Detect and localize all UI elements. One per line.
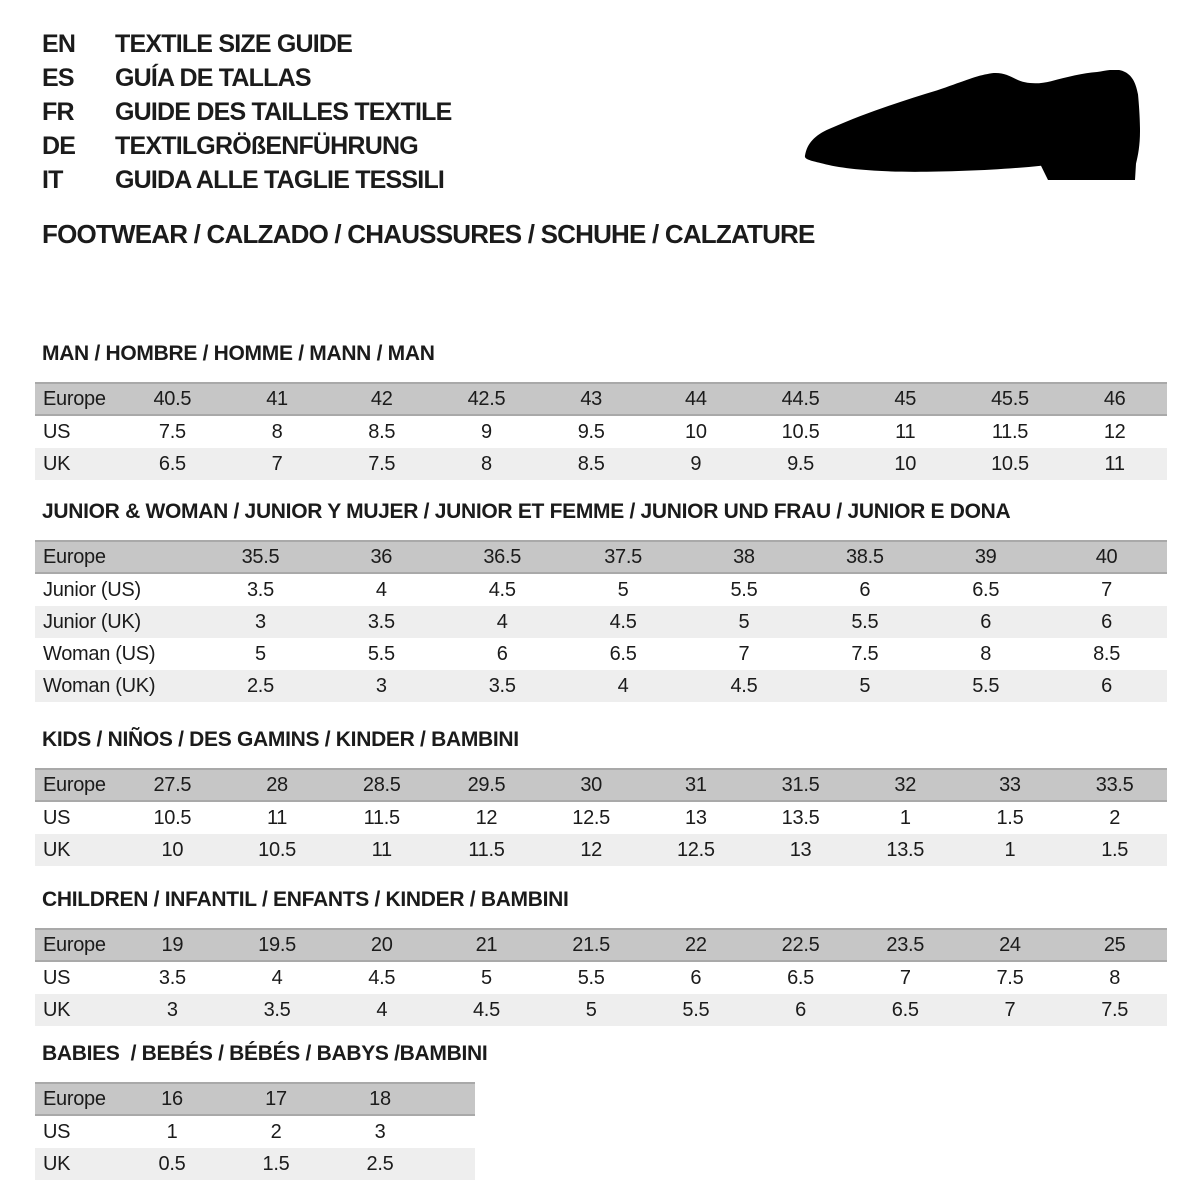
language-row <box>42 27 452 61</box>
size-cell: 10.5 <box>153 806 192 829</box>
size-cell: 9 <box>481 420 492 443</box>
size-cell: 22.5 <box>781 933 820 956</box>
table-row <box>35 670 1167 702</box>
size-cell: 5 <box>738 610 750 633</box>
size-cell: 28.5 <box>362 773 401 796</box>
language-code: FR <box>42 97 74 126</box>
size-cell: 6 <box>980 610 992 633</box>
size-cell: 8 <box>271 420 283 443</box>
size-cell: 25 <box>1103 933 1126 956</box>
size-cell: 7 <box>738 642 750 665</box>
size-cell: 42.5 <box>467 387 506 410</box>
size-section <box>35 1043 487 1180</box>
table-row <box>35 638 1167 670</box>
table-row <box>35 834 1167 866</box>
language-row <box>42 129 452 163</box>
table-header-row <box>35 1082 475 1116</box>
size-cell: 42 <box>370 387 393 410</box>
row-label: Junior (UK) <box>43 610 141 633</box>
size-cell: 3.5 <box>263 998 291 1021</box>
category-line: FOOTWEAR / CALZADO / CHAUSSURES / SCHUHE / CALZATURE <box>42 219 815 249</box>
size-cell: 9 <box>690 452 702 475</box>
size-cell: 12.5 <box>572 806 610 829</box>
size-cell: 12 <box>1103 420 1126 443</box>
size-cell: 38 <box>733 545 755 568</box>
row-label: Europe <box>43 387 106 410</box>
size-cell: 4.5 <box>472 998 500 1021</box>
section-title: KIDS / NIÑOS / DES GAMINS / KINDER / BAMBINI <box>42 728 519 751</box>
size-cell: 16 <box>161 1087 183 1110</box>
size-cell: 28 <box>266 773 288 796</box>
row-label: UK <box>43 998 71 1021</box>
size-cell: 45 <box>894 387 917 410</box>
size-cell: 35.5 <box>241 545 280 568</box>
size-cell: 11.5 <box>363 806 400 829</box>
row-label: Woman (US) <box>43 642 156 665</box>
size-cell: 40.5 <box>153 387 192 410</box>
size-cell: 39 <box>974 545 997 568</box>
size-cell: 6 <box>859 578 871 601</box>
size-cell: 4.5 <box>609 610 637 633</box>
size-cell: 13 <box>685 806 707 829</box>
language-code: DE <box>42 131 76 160</box>
size-cell: 45.5 <box>991 387 1029 410</box>
size-cell: 31.5 <box>781 773 820 796</box>
size-cell: 31 <box>685 773 707 796</box>
size-cell: 4.5 <box>730 674 758 697</box>
size-cell: 41 <box>266 387 288 410</box>
size-cell: 22 <box>685 933 707 956</box>
size-cell: 44.5 <box>781 387 820 410</box>
row-label: UK <box>43 452 71 475</box>
size-cell: 7.5 <box>368 452 396 475</box>
size-cell: 12 <box>580 838 602 861</box>
table-row <box>35 802 1167 834</box>
size-cell: 6 <box>1101 674 1112 697</box>
language-code: ES <box>42 63 74 92</box>
language-label: TEXTILE SIZE GUIDE <box>115 29 353 58</box>
size-cell: 5 <box>859 674 871 697</box>
row-label: Europe <box>43 545 106 568</box>
size-cell: 4 <box>376 998 388 1021</box>
size-cell: 3.5 <box>488 674 516 697</box>
size-cell: 13 <box>789 838 812 861</box>
size-cell: 10 <box>894 452 917 475</box>
size-cell: 10 <box>685 420 707 443</box>
language-title-block <box>42 27 452 197</box>
size-cell: 13.5 <box>781 806 820 829</box>
table-row <box>35 1148 475 1180</box>
size-cell: 11 <box>1104 452 1125 475</box>
size-cell: 10.5 <box>258 838 296 861</box>
size-cell: 1.5 <box>1101 838 1129 861</box>
size-cell: 0.5 <box>158 1152 186 1175</box>
row-label: Europe <box>43 933 106 956</box>
table-row <box>35 606 1167 638</box>
table-header-row <box>35 382 1167 416</box>
size-cell: 6.5 <box>609 642 637 665</box>
language-row <box>42 61 452 95</box>
size-cell: 18 <box>369 1087 391 1110</box>
row-label: UK <box>43 838 71 861</box>
size-cell: 3.5 <box>367 610 395 633</box>
row-label: Junior (US) <box>43 578 141 601</box>
size-cell: 12.5 <box>676 838 715 861</box>
size-cell: 11 <box>895 420 916 443</box>
size-cell: 46 <box>1103 387 1126 410</box>
size-cell: 4.5 <box>368 966 396 989</box>
size-cell: 33.5 <box>1095 773 1134 796</box>
size-cell: 6 <box>496 642 508 665</box>
section-title: CHILDREN / INFANTIL / ENFANTS / KINDER / BAMBINI <box>42 888 569 911</box>
size-section <box>35 343 1167 480</box>
size-cell: 19 <box>161 933 184 956</box>
size-cell: 5 <box>585 998 597 1021</box>
size-cell: 2 <box>1109 806 1121 829</box>
size-cell: 12 <box>475 806 498 829</box>
size-cell: 4 <box>271 966 283 989</box>
size-table <box>35 768 1167 866</box>
table-header-row <box>35 540 1167 574</box>
size-cell: 9.5 <box>787 452 814 475</box>
language-label: GUÍA DE TALLAS <box>115 63 311 92</box>
size-cell: 7 <box>1101 578 1112 601</box>
size-cell: 10.5 <box>991 452 1029 475</box>
section-title: JUNIOR & WOMAN / JUNIOR Y MUJER / JUNIOR ET FEMME / JUNIOR UND FRAU / JUNIOR E DONA <box>42 500 1011 523</box>
size-cell: 3 <box>255 610 266 633</box>
size-cell: 4.5 <box>488 578 516 601</box>
size-cell: 38.5 <box>845 545 884 568</box>
row-label: Europe <box>43 1087 106 1110</box>
size-cell: 21.5 <box>572 933 610 956</box>
size-cell: 11.5 <box>991 420 1029 443</box>
size-cell: 33 <box>999 773 1021 796</box>
size-cell: 8.5 <box>577 452 605 475</box>
row-label: US <box>43 420 71 443</box>
size-cell: 3 <box>374 1120 386 1143</box>
size-cell: 2 <box>270 1120 282 1143</box>
table-row <box>35 448 1167 480</box>
size-cell: 7 <box>899 966 911 989</box>
size-cell: 43 <box>580 387 602 410</box>
size-cell: 20 <box>370 933 393 956</box>
size-cell: 6 <box>795 998 806 1021</box>
size-cell: 7.5 <box>851 642 879 665</box>
size-cell: 32 <box>894 773 917 796</box>
size-cell: 5.5 <box>851 610 879 633</box>
language-row <box>42 95 452 129</box>
size-section <box>35 729 1167 866</box>
size-cell: 6 <box>690 966 702 989</box>
row-label: Woman (UK) <box>43 674 156 697</box>
table-row <box>35 416 1167 448</box>
size-table <box>35 382 1167 480</box>
size-cell: 5.5 <box>577 966 605 989</box>
size-section <box>35 889 1167 1026</box>
row-label: UK <box>43 1152 71 1175</box>
size-cell: 5.5 <box>730 578 758 601</box>
size-cell: 11 <box>371 838 392 861</box>
section-title: BABIES / BEBÉS / BÉBÉS / BABYS /BAMBINI <box>42 1042 488 1065</box>
language-label: GUIDE DES TAILLES TEXTILE <box>115 97 452 126</box>
size-cell: 23.5 <box>886 933 925 956</box>
size-cell: 27.5 <box>153 773 192 796</box>
language-label: TEXTILGRÖßENFÜHRUNG <box>115 131 418 160</box>
size-cell: 7.5 <box>996 966 1024 989</box>
size-cell: 11 <box>266 806 288 829</box>
size-cell: 2.5 <box>366 1152 394 1175</box>
size-cell: 5 <box>617 578 629 601</box>
size-cell: 17 <box>265 1087 287 1110</box>
size-cell: 44 <box>685 387 707 410</box>
size-cell: 6.5 <box>972 578 1000 601</box>
table-row <box>35 994 1167 1026</box>
size-cell: 5 <box>255 642 266 665</box>
size-cell: 29.5 <box>467 773 506 796</box>
size-cell: 24 <box>999 933 1021 956</box>
table-row <box>35 574 1167 606</box>
size-cell: 1 <box>1004 838 1016 861</box>
size-table <box>35 540 1167 702</box>
size-cell: 7 <box>271 452 283 475</box>
table-row <box>35 1116 475 1148</box>
size-cell: 8.5 <box>368 420 396 443</box>
size-cell: 36 <box>370 545 393 568</box>
size-cell: 37.5 <box>604 545 642 568</box>
size-cell: 8 <box>980 642 992 665</box>
size-table <box>35 928 1167 1026</box>
size-cell: 1 <box>899 806 911 829</box>
size-cell: 3 <box>166 998 178 1021</box>
size-cell: 30 <box>580 773 602 796</box>
section-title: MAN / HOMBRE / HOMME / MANN / MAN <box>42 342 435 365</box>
size-cell: 7.5 <box>1101 998 1129 1021</box>
size-cell: 7.5 <box>158 420 186 443</box>
size-cell: 40 <box>1095 545 1118 568</box>
row-label: Europe <box>43 773 106 796</box>
table-header-row <box>35 768 1167 802</box>
size-cell: 5 <box>481 966 492 989</box>
size-cell: 4 <box>617 674 629 697</box>
size-cell: 8 <box>481 452 492 475</box>
size-cell: 3.5 <box>158 966 186 989</box>
size-cell: 5.5 <box>682 998 710 1021</box>
language-code: EN <box>42 29 76 58</box>
size-cell: 3 <box>375 674 387 697</box>
row-label: US <box>43 1120 71 1143</box>
language-label: GUIDA ALLE TAGLIE TESSILI <box>115 165 445 194</box>
size-cell: 10.5 <box>781 420 820 443</box>
size-cell: 13.5 <box>886 838 925 861</box>
language-code: IT <box>42 165 63 194</box>
size-cell: 9.5 <box>577 420 605 443</box>
size-cell: 2.5 <box>246 674 274 697</box>
language-row <box>42 163 452 197</box>
row-label: US <box>43 806 71 829</box>
size-table <box>35 1082 475 1180</box>
table-row <box>35 962 1167 994</box>
size-cell: 3.5 <box>246 578 274 601</box>
size-cell: 4 <box>496 610 508 633</box>
size-cell: 1 <box>166 1120 178 1143</box>
size-cell: 11.5 <box>468 838 505 861</box>
row-label: US <box>43 966 71 989</box>
size-cell: 8.5 <box>1093 642 1121 665</box>
size-cell: 6.5 <box>787 966 814 989</box>
table-header-row <box>35 928 1167 962</box>
size-cell: 1.5 <box>996 806 1024 829</box>
size-cell: 8 <box>1109 966 1121 989</box>
size-cell: 36.5 <box>483 545 522 568</box>
size-cell: 7 <box>1004 998 1016 1021</box>
size-cell: 5.5 <box>367 642 395 665</box>
size-cell: 19.5 <box>258 933 296 956</box>
size-cell: 6.5 <box>891 998 919 1021</box>
size-cell: 1.5 <box>262 1152 290 1175</box>
size-cell: 6 <box>1101 610 1112 633</box>
size-cell: 10 <box>161 838 184 861</box>
size-section <box>35 501 1167 702</box>
shoe-icon <box>803 70 1143 182</box>
size-cell: 6.5 <box>158 452 186 475</box>
size-cell: 5.5 <box>972 674 1000 697</box>
size-cell: 21 <box>475 933 498 956</box>
size-cell: 4 <box>375 578 387 601</box>
